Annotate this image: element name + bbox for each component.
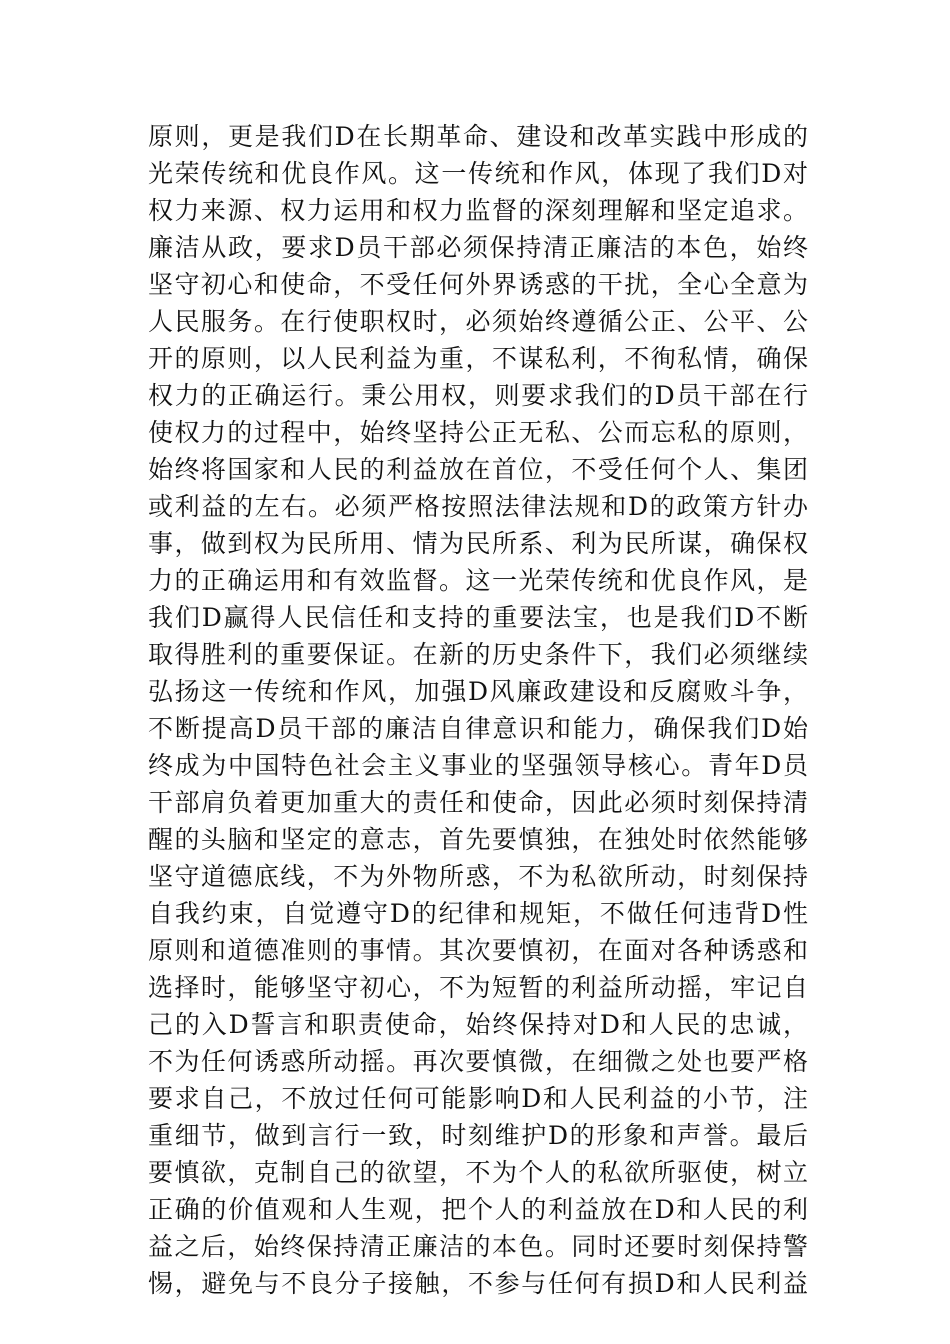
text-line: 人民服务。在行使职权时，必须始终遵循公正、公平、公: [148, 307, 808, 336]
text-line: 益之后，始终保持清正廉洁的本色。同时还要时刻保持警: [148, 1232, 808, 1261]
text-line: 或利益的左右。必须严格按照法律法规和D的政策方针办: [148, 492, 808, 521]
text-line: 选择时，能够坚守初心，不为短暂的利益所动摇，牢记自: [148, 973, 808, 1002]
text-line: 坚守初心和使命，不受任何外界诱惑的干扰，全心全意为: [148, 270, 808, 299]
text-line: 己的入D誓言和职责使命，始终保持对D和人民的忠诚，: [148, 1010, 808, 1039]
text-line: 光荣传统和优良作风。这一传统和作风，体现了我们D对: [148, 159, 808, 188]
text-line: 终成为中国特色社会主义事业的坚强领导核心。青年D员: [148, 751, 808, 780]
text-line: 要求自己，不放过任何可能影响D和人民利益的小节，注: [148, 1084, 808, 1113]
text-line: 要慎欲，克制自己的欲望，不为个人的私欲所驱使，树立: [148, 1158, 808, 1187]
text-line: 权力的正确运行。秉公用权，则要求我们的D员干部在行: [148, 381, 808, 410]
text-line: 原则和道德准则的事情。其次要慎初，在面对各种诱惑和: [148, 936, 808, 965]
text-line: 力的正确运用和有效监督。这一光荣传统和优良作风，是: [148, 566, 808, 595]
text-line: 取得胜利的重要保证。在新的历史条件下，我们必须继续: [148, 640, 808, 669]
text-line: 重细节，做到言行一致，时刻维护D的形象和声誉。最后: [148, 1121, 808, 1150]
text-line: 始终将国家和人民的利益放在首位，不受任何个人、集团: [148, 455, 808, 484]
text-line: 正确的价值观和人生观，把个人的利益放在D和人民的利: [148, 1195, 808, 1224]
text-line: 自我约束，自觉遵守D的纪律和规矩，不做任何违背D性: [148, 899, 808, 928]
text-line: 醒的头脑和坚定的意志，首先要慎独，在独处时依然能够: [148, 825, 808, 854]
text-line: 弘扬这一传统和作风，加强D风廉政建设和反腐败斗争，: [148, 677, 808, 706]
body-text: [148, 118, 808, 1302]
text-line: 廉洁从政，要求D员干部必须保持清正廉洁的本色，始终: [148, 233, 808, 262]
text-line: 干部肩负着更加重大的责任和使命，因此必须时刻保持清: [148, 788, 808, 817]
text-line: 我们D赢得人民信任和支持的重要法宝，也是我们D不断: [148, 603, 808, 632]
text-line: 坚守道德底线，不为外物所惑，不为私欲所动，时刻保持: [148, 862, 808, 891]
text-line: 不为任何诱惑所动摇。再次要慎微，在细微之处也要严格: [148, 1047, 808, 1076]
text-line: 原则，更是我们D在长期革命、建设和改革实践中形成的: [148, 122, 808, 151]
text-line: 权力来源、权力运用和权力监督的深刻理解和坚定追求。: [148, 196, 808, 225]
text-line: 事，做到权为民所用、情为民所系、利为民所谋，确保权: [148, 529, 808, 558]
text-line: 开的原则，以人民利益为重，不谋私利，不徇私情，确保: [148, 344, 808, 373]
text-line: 不断提高D员干部的廉洁自律意识和能力，确保我们D始: [148, 714, 808, 743]
text-line: 惕，避免与不良分子接触，不参与任何有损D和人民利益: [148, 1269, 808, 1298]
text-line: 使权力的过程中，始终坚持公正无私、公而忘私的原则，: [148, 418, 808, 447]
